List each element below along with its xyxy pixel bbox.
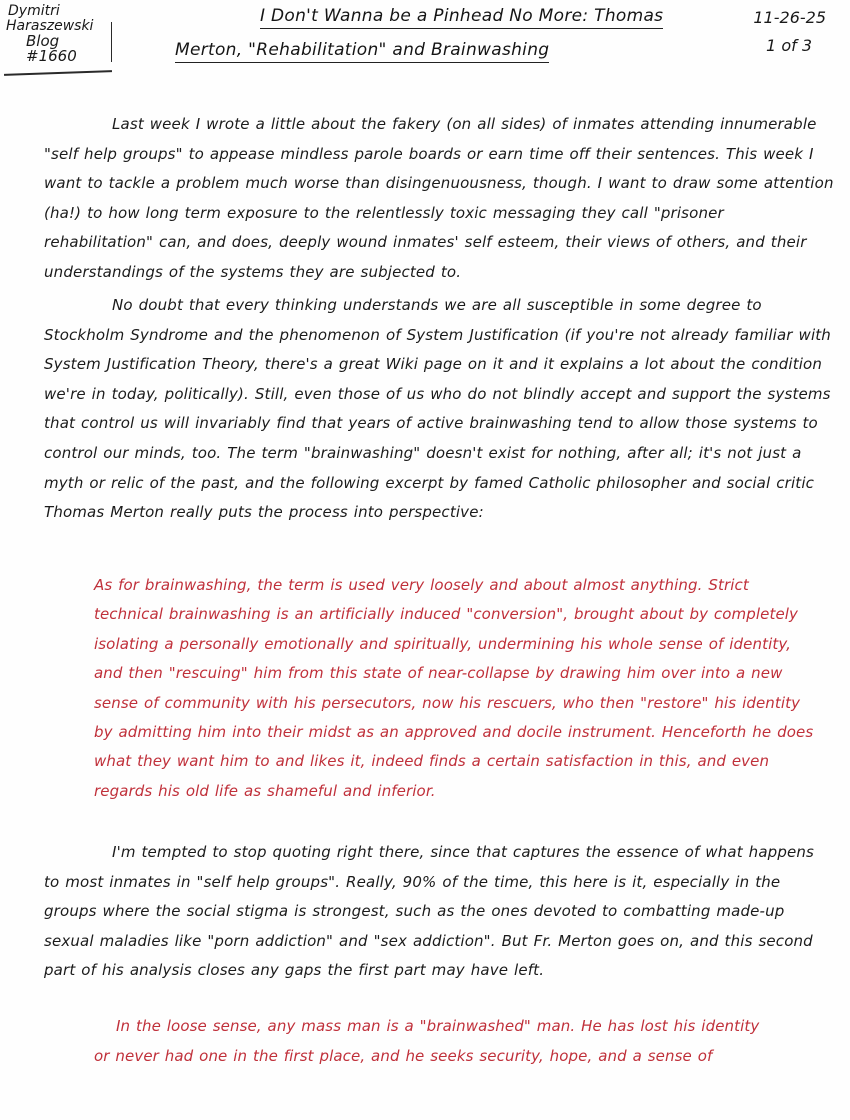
quote-2-line-1: In the loose sense, any mass man is a "brainwashed" man. He has lost his identity <box>116 1017 760 1035</box>
author-box <box>4 4 108 66</box>
paragraph-1 <box>44 110 834 288</box>
quote-2-line-2: or never had one in the first place, and he seeks security, hope, and a sense of <box>94 1047 713 1065</box>
paragraph-3-text: I'm tempted to stop quoting right there, since that captures the essence of what happens to most inmates in "self help groups". Really, 90% of the time, this here is it, especially in the groups where the social stigma is strongest, such as the ones devoted to combatting made-up sexual maladies like "porn addiction" and "sex addiction". But Fr. Merton goes on, and this second part of his analysis closes any gaps the first part may have left. <box>44 843 815 979</box>
paragraph-2-text: No doubt that every thinking understands we are all susceptible in some degree to Stockholm Syndrome and the phenomenon of System Justification (if you're not already familiar with System Justification Theory, there's a great Wiki page on it and it explains a lot about the condition we're in today, politically). Still, even those of us who do not blindly accept and support the systems that control us will invariably find that years of active brainwashing tend to allow those systems to control our minds, too. The term "brainwashing" doesn't exist for nothing, after all; it's not just a myth or relic of the past, and the following excerpt by famed Catholic philosopher and social critic Thomas Merton really puts the process into perspective: <box>44 296 831 522</box>
page-indicator: 1 of 3 <box>766 36 812 55</box>
title-line-2: Merton, "Rehabilitation" and Brainwashing <box>175 40 549 63</box>
paragraph-3 <box>44 838 834 986</box>
author-first-name: Dymitri <box>8 3 60 19</box>
quote-1-text: As for brainwashing, the term is used very loosely and about almost anything. Strict technical brainwashing is an artificially induced "conversion", brought about by completely isolating a personally emotionally and spiritually, undermining his whole sense of identity, and then "rescuing" him from this state of near-collapse by drawing him over into a new sense of community with his persecutors, now his rescuers, who then "restore" his identity by admitting him into their midst as an approved and docile instrument. Henceforth he does what they want him to and likes it, indeed finds a certain satisfaction in this, and even regards his old life as shameful and inferior. <box>94 576 814 800</box>
paragraph-1-text: Last week I wrote a little about the fakery (on all sides) of inmates attending innumerable "self help groups" to appease mindless parole boards or earn time off their sentences. This week I want to tackle a problem much worse than disingenuousness, though. I want to draw some attention (ha!) to how long term exposure to the relentlessly toxic messaging they call "prisoner rehabilitation" can, and does, deeply wound inmates' self esteem, their views of others, and their understandings of the systems they are subjected to. <box>44 115 834 281</box>
paragraph-2 <box>44 291 834 528</box>
merton-quote-2 <box>94 1011 816 1071</box>
blog-number: Blog #1660 <box>26 32 77 65</box>
author-last-name: Haraszewski <box>6 18 94 34</box>
author-box-divider-horizontal <box>4 70 112 75</box>
author-box-divider-vertical <box>111 22 113 62</box>
merton-quote-1 <box>94 571 814 806</box>
date: 11-26-25 <box>753 8 826 27</box>
page-meta <box>753 4 826 60</box>
title-line-1: I Don't Wanna be a Pinhead No More: Thomas <box>260 6 663 29</box>
